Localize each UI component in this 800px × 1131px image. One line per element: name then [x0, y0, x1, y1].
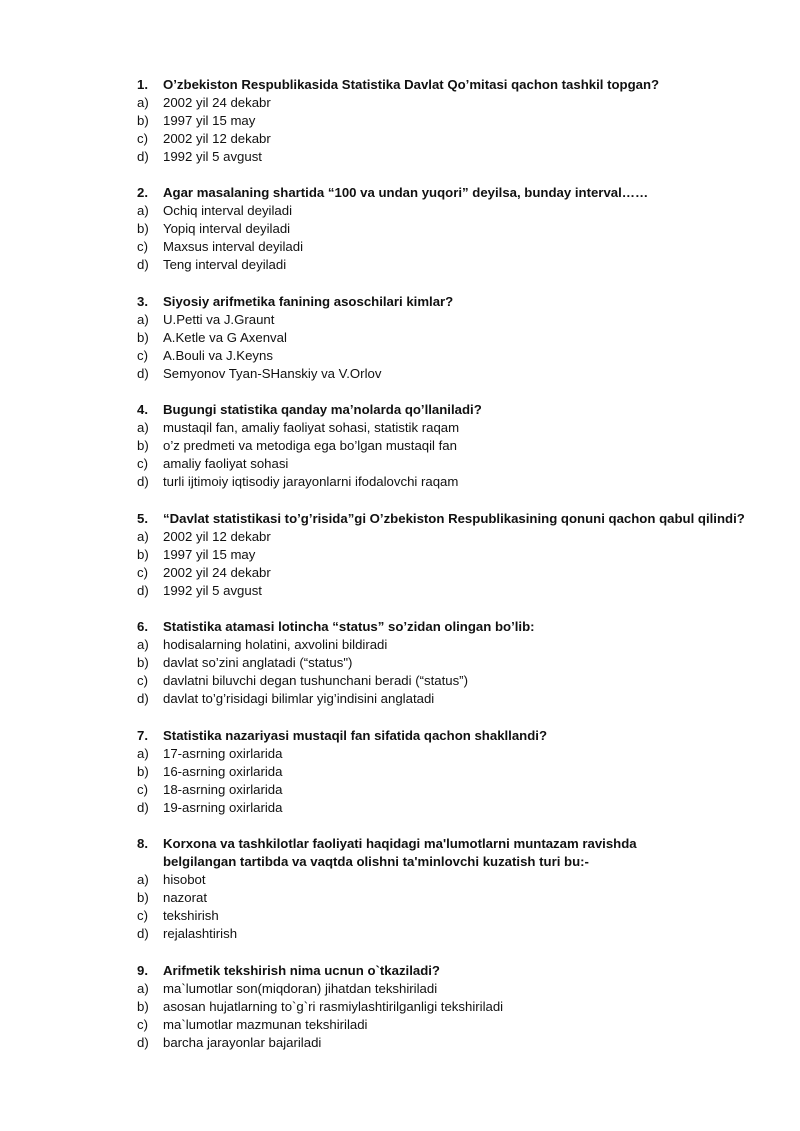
option-text: mustaqil fan, amaliy faoliyat sohasi, statistik raqam	[163, 420, 460, 435]
option-b	[137, 889, 712, 907]
question-number: 8.	[137, 836, 148, 851]
option-letter: a)	[137, 981, 149, 996]
option-letter: a)	[137, 312, 149, 327]
option-list	[137, 980, 737, 1052]
option-text: 18-asrning oxirlarida	[163, 782, 283, 797]
option-letter: c)	[137, 131, 148, 146]
option-text: 2002 yil 12 dekabr	[163, 131, 271, 146]
option-text: 1997 yil 15 may	[163, 547, 256, 562]
option-letter: c)	[137, 565, 148, 580]
question-text: Statistika atamasi lotincha “status” so’zidan olingan bo’lib:	[163, 619, 535, 634]
option-d	[137, 925, 712, 943]
option-d	[137, 148, 737, 166]
option-a	[137, 980, 737, 998]
option-text: A.Bouli va J.Keyns	[163, 348, 273, 363]
question-heading	[137, 727, 737, 745]
option-b	[137, 437, 737, 455]
question-6	[137, 618, 737, 708]
option-c	[137, 781, 737, 799]
option-text: davlatni biluvchi degan tushunchani beradi (“status”)	[163, 673, 468, 688]
option-list	[137, 745, 737, 817]
option-letter: d)	[137, 1035, 149, 1050]
option-letter: b)	[137, 221, 149, 236]
option-letter: c)	[137, 239, 148, 254]
option-letter: d)	[137, 257, 149, 272]
option-list	[137, 636, 737, 708]
option-d	[137, 473, 737, 491]
question-text: Korxona va tashkilotlar faoliyati haqidagi ma'lumotlarni muntazam ravishda belgilangan tartibda va vaqtda olishni ta'minlovchi kuzatish turi bu:-	[163, 836, 637, 869]
option-d	[137, 799, 737, 817]
question-2	[137, 184, 737, 274]
option-a	[137, 636, 737, 654]
option-letter: b)	[137, 890, 149, 905]
option-text: asosan hujatlarning to`g`ri rasmiylashtirilganligi tekshiriladi	[163, 999, 504, 1014]
option-text: davlat to’g’risidagi bilimlar yig’indisini anglatadi	[163, 691, 435, 706]
option-d	[137, 365, 737, 383]
question-text: Arifmetik tekshirish nima ucnun o`tkaziladi?	[163, 963, 440, 978]
question-heading	[137, 962, 737, 980]
option-letter: b)	[137, 113, 149, 128]
option-list	[137, 871, 712, 943]
question-heading	[137, 835, 712, 871]
option-text: 2002 yil 24 dekabr	[163, 95, 271, 110]
question-heading	[137, 401, 737, 419]
option-c	[137, 1016, 737, 1034]
option-text: 1997 yil 15 may	[163, 113, 256, 128]
option-text: Maxsus interval deyiladi	[163, 239, 303, 254]
question-number: 4.	[137, 402, 148, 417]
option-d	[137, 690, 737, 708]
question-number: 7.	[137, 728, 148, 743]
option-letter: b)	[137, 999, 149, 1014]
option-list	[137, 311, 737, 383]
option-letter: a)	[137, 95, 149, 110]
question-text: Siyosiy arifmetika fanining asoschilari kimlar?	[163, 294, 454, 309]
option-c	[137, 564, 777, 582]
option-text: 19-asrning oxirlarida	[163, 800, 283, 815]
option-text: 2002 yil 12 dekabr	[163, 529, 271, 544]
option-a	[137, 419, 737, 437]
question-heading	[137, 293, 737, 311]
option-letter: a)	[137, 203, 149, 218]
option-list	[137, 528, 777, 600]
option-a	[137, 202, 737, 220]
question-number: 1.	[137, 77, 148, 92]
option-letter: d)	[137, 583, 149, 598]
option-text: 2002 yil 24 dekabr	[163, 565, 271, 580]
option-d	[137, 1034, 737, 1052]
option-b	[137, 998, 737, 1016]
question-number: 5.	[137, 511, 148, 526]
question-heading	[137, 76, 737, 94]
option-text: tekshirish	[163, 908, 219, 923]
option-text: davlat so’zini anglatadi (“status")	[163, 655, 353, 670]
option-list	[137, 202, 737, 274]
option-d	[137, 582, 777, 600]
option-letter: c)	[137, 908, 148, 923]
option-b	[137, 654, 737, 672]
option-b	[137, 220, 737, 238]
question-5	[137, 510, 777, 600]
option-a	[137, 745, 737, 763]
option-c	[137, 238, 737, 256]
option-text: hisobot	[163, 872, 206, 887]
option-list	[137, 419, 737, 491]
question-text: “Davlat statistikasi to’g’risida”gi O’zbekiston Respublikasining qonuni qachon qabul qilindi?	[163, 511, 745, 526]
question-number: 6.	[137, 619, 148, 634]
option-letter: a)	[137, 746, 149, 761]
option-a	[137, 528, 777, 546]
option-a	[137, 311, 737, 329]
option-letter: d)	[137, 474, 149, 489]
question-1	[137, 76, 737, 166]
option-text: Semyonov Tyan-SHanskiy va V.Orlov	[163, 366, 382, 381]
option-text: U.Petti va J.Graunt	[163, 312, 275, 327]
option-letter: b)	[137, 330, 149, 345]
option-text: A.Ketle va G Axenval	[163, 330, 287, 345]
question-number: 3.	[137, 294, 148, 309]
question-text: O’zbekiston Respublikasida Statistika Davlat Qo’mitasi qachon tashkil topgan?	[163, 77, 660, 92]
option-c	[137, 455, 737, 473]
option-c	[137, 347, 737, 365]
option-list	[137, 94, 737, 166]
option-text: turli ijtimoiy iqtisodiy jarayonlarni ifodalovchi raqam	[163, 474, 459, 489]
option-letter: c)	[137, 1017, 148, 1032]
question-heading	[137, 184, 737, 202]
option-d	[137, 256, 737, 274]
question-number: 9.	[137, 963, 148, 978]
option-c	[137, 672, 737, 690]
question-text: Bugungi statistika qanday ma’nolarda qo’llaniladi?	[163, 402, 482, 417]
option-letter: c)	[137, 782, 148, 797]
question-9	[137, 962, 737, 1052]
question-text: Agar masalaning shartida “100 va undan yuqori” deyilsa, bunday interval……	[163, 185, 649, 200]
option-letter: d)	[137, 149, 149, 164]
question-heading	[137, 618, 737, 636]
option-letter: d)	[137, 366, 149, 381]
option-c	[137, 130, 737, 148]
option-letter: a)	[137, 637, 149, 652]
option-letter: b)	[137, 438, 149, 453]
option-text: hodisalarning holatini, axvolini bildiradi	[163, 637, 388, 652]
option-b	[137, 546, 777, 564]
option-letter: a)	[137, 529, 149, 544]
option-text: 16-asrning oxirlarida	[163, 764, 283, 779]
option-b	[137, 329, 737, 347]
option-letter: c)	[137, 673, 148, 688]
option-letter: b)	[137, 764, 149, 779]
option-text: ma`lumotlar mazmunan tekshiriladi	[163, 1017, 368, 1032]
option-letter: b)	[137, 547, 149, 562]
option-text: rejalashtirish	[163, 926, 238, 941]
option-text: Teng interval deyiladi	[163, 257, 287, 272]
option-b	[137, 763, 737, 781]
option-text: amaliy faoliyat sohasi	[163, 456, 289, 471]
option-letter: d)	[137, 691, 149, 706]
option-letter: c)	[137, 348, 148, 363]
option-text: 1992 yil 5 avgust	[163, 149, 262, 164]
question-3	[137, 293, 737, 383]
question-number: 2.	[137, 185, 148, 200]
option-a	[137, 871, 712, 889]
option-text: 17-asrning oxirlarida	[163, 746, 283, 761]
option-a	[137, 94, 737, 112]
option-letter: d)	[137, 800, 149, 815]
question-text: Statistika nazariyasi mustaqil fan sifatida qachon shakllandi?	[163, 728, 548, 743]
question-7	[137, 727, 737, 817]
question-4	[137, 401, 737, 491]
option-text: 1992 yil 5 avgust	[163, 583, 262, 598]
option-text: ma`lumotlar son(miqdoran) jihatdan tekshiriladi	[163, 981, 438, 996]
option-text: Ochiq interval deyiladi	[163, 203, 293, 218]
question-8	[137, 835, 712, 943]
option-text: o’z predmeti va metodiga ega bo’lgan mustaqil fan	[163, 438, 457, 453]
option-letter: b)	[137, 655, 149, 670]
option-letter: a)	[137, 872, 149, 887]
option-letter: d)	[137, 926, 149, 941]
option-text: Yopiq interval deyiladi	[163, 221, 291, 236]
option-c	[137, 907, 712, 925]
option-text: nazorat	[163, 890, 207, 905]
option-text: barcha jarayonlar bajariladi	[163, 1035, 322, 1050]
option-letter: a)	[137, 420, 149, 435]
option-b	[137, 112, 737, 130]
option-letter: c)	[137, 456, 148, 471]
question-heading	[137, 510, 777, 528]
